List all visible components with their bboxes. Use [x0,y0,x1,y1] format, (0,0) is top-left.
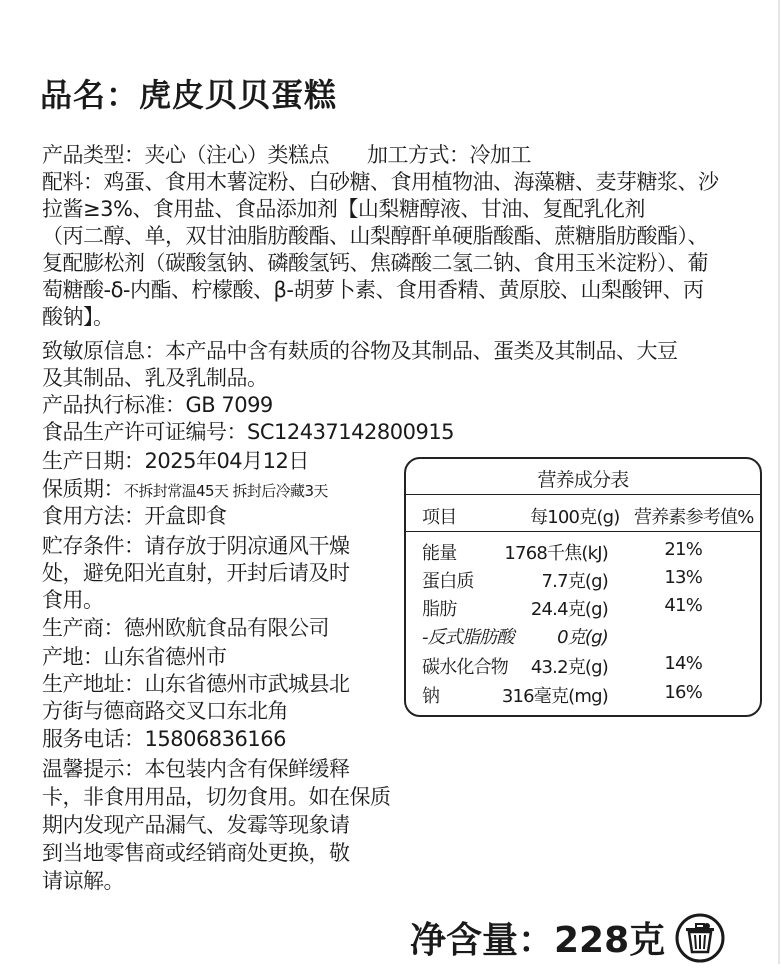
line-ingredients-2: 拉酱≥3%、食用盐、食品添加剂【山梨糖醇液、甘油、复配乳化剂 [42,197,645,221]
trash-bin-icon [674,912,726,964]
line-ingredients-4: 复配膨松剂（碳酸氢钠、磷酸氢钙、焦磷酸二氢二钠、食用玉米淀粉）、葡 [42,251,708,275]
nutrition-header-per100: 每100克(g) [530,507,620,528]
nutrition-row: 蛋白质 7.7克(g) 13% [422,567,702,592]
net-content: 净含量：228克 [410,920,666,961]
line-address-2: 方街与德商路交叉口东北角 [42,699,288,723]
nutrition-table [404,457,762,717]
line-storage-3: 食用。 [42,588,104,612]
line-usage: 食用方法：开盒即食 [42,504,227,528]
product-title: 品名：虎皮贝贝蛋糕 [40,76,338,114]
line-ingredients-1: 配料：鸡蛋、食用木薯淀粉、白砂糖、食用植物油、海藻糖、麦芽糖浆、沙 [42,170,719,194]
nutrition-row: 脂肪 24.4克(g) 41% [422,595,702,620]
line-production-date: 生产日期：2025年04月12日 [42,449,309,473]
line-origin: 产地：山东省德州市 [42,645,227,669]
line-standard: 产品执行标准：GB 7099 [42,393,273,417]
line-storage-2: 处，避免阳光直射，开封后请及时 [42,561,350,585]
line-ingredients-5: 萄糖酸-δ-内酯、柠檬酸、β-胡萝卜素、食用香精、黄原胶、山梨酸钾、丙 [42,278,704,302]
page-edge-line [778,0,780,964]
line-tip-5: 请谅解。 [42,869,124,893]
nutrition-header-nrv: 营养素参考值% [634,507,754,528]
line-phone: 服务电话：15806836166 [42,727,286,751]
line-shelf-life: 保质期：不拆封常温45天 拆封后冷藏3天 [42,477,328,501]
line-tip-4: 到当地零售商或经销商处更换，敬 [42,841,350,865]
nutrition-row: 能量 1768千焦(kJ) 21% [422,539,702,564]
line-tip-1: 温馨提示：本包装内含有保鲜缓释 [42,757,350,781]
line-storage-1: 贮存条件：请存放于阴凉通风干燥 [42,534,350,558]
nutrition-rule-header [406,531,760,532]
line-address-1: 生产地址：山东省德州市武城县北 [42,672,350,696]
line-license: 食品生产许可证编号：SC12437142800915 [42,420,455,444]
nutrition-row: 碳水化合物 43.2克(g) 14% [422,653,702,678]
line-allergen-1: 致敏原信息：本产品中含有麸质的谷物及其制品、蛋类及其制品、大豆 [42,339,678,363]
line-product-type: 产品类型：夹心（注心）类糕点 加工方式：冷加工 [42,143,531,167]
line-ingredients-6: 酸钠】。 [42,305,114,329]
line-tip-2: 卡，非食用用品，切勿食用。如在保质 [42,785,391,809]
line-tip-3: 期内发现产品漏气、发霉等现象请 [42,813,350,837]
line-allergen-2: 及其制品、乳及乳制品。 [42,366,268,390]
line-ingredients-3: （丙二醇、单，双甘油脂肪酸酯、山梨醇酐单硬脂酸酯、蔗糖脂肪酸酯）、 [42,224,708,248]
nutrition-row: -反式脂肪酸 0克(g) [422,627,608,648]
nutrition-rule-top [406,494,760,495]
nutrition-header-item: 项目 [422,507,457,528]
nutrition-row: 钠 316毫克(mg) 16% [422,682,702,707]
line-manufacturer: 生产商：德州欧航食品有限公司 [42,616,329,640]
nutrition-title: 营养成分表 [537,469,629,491]
